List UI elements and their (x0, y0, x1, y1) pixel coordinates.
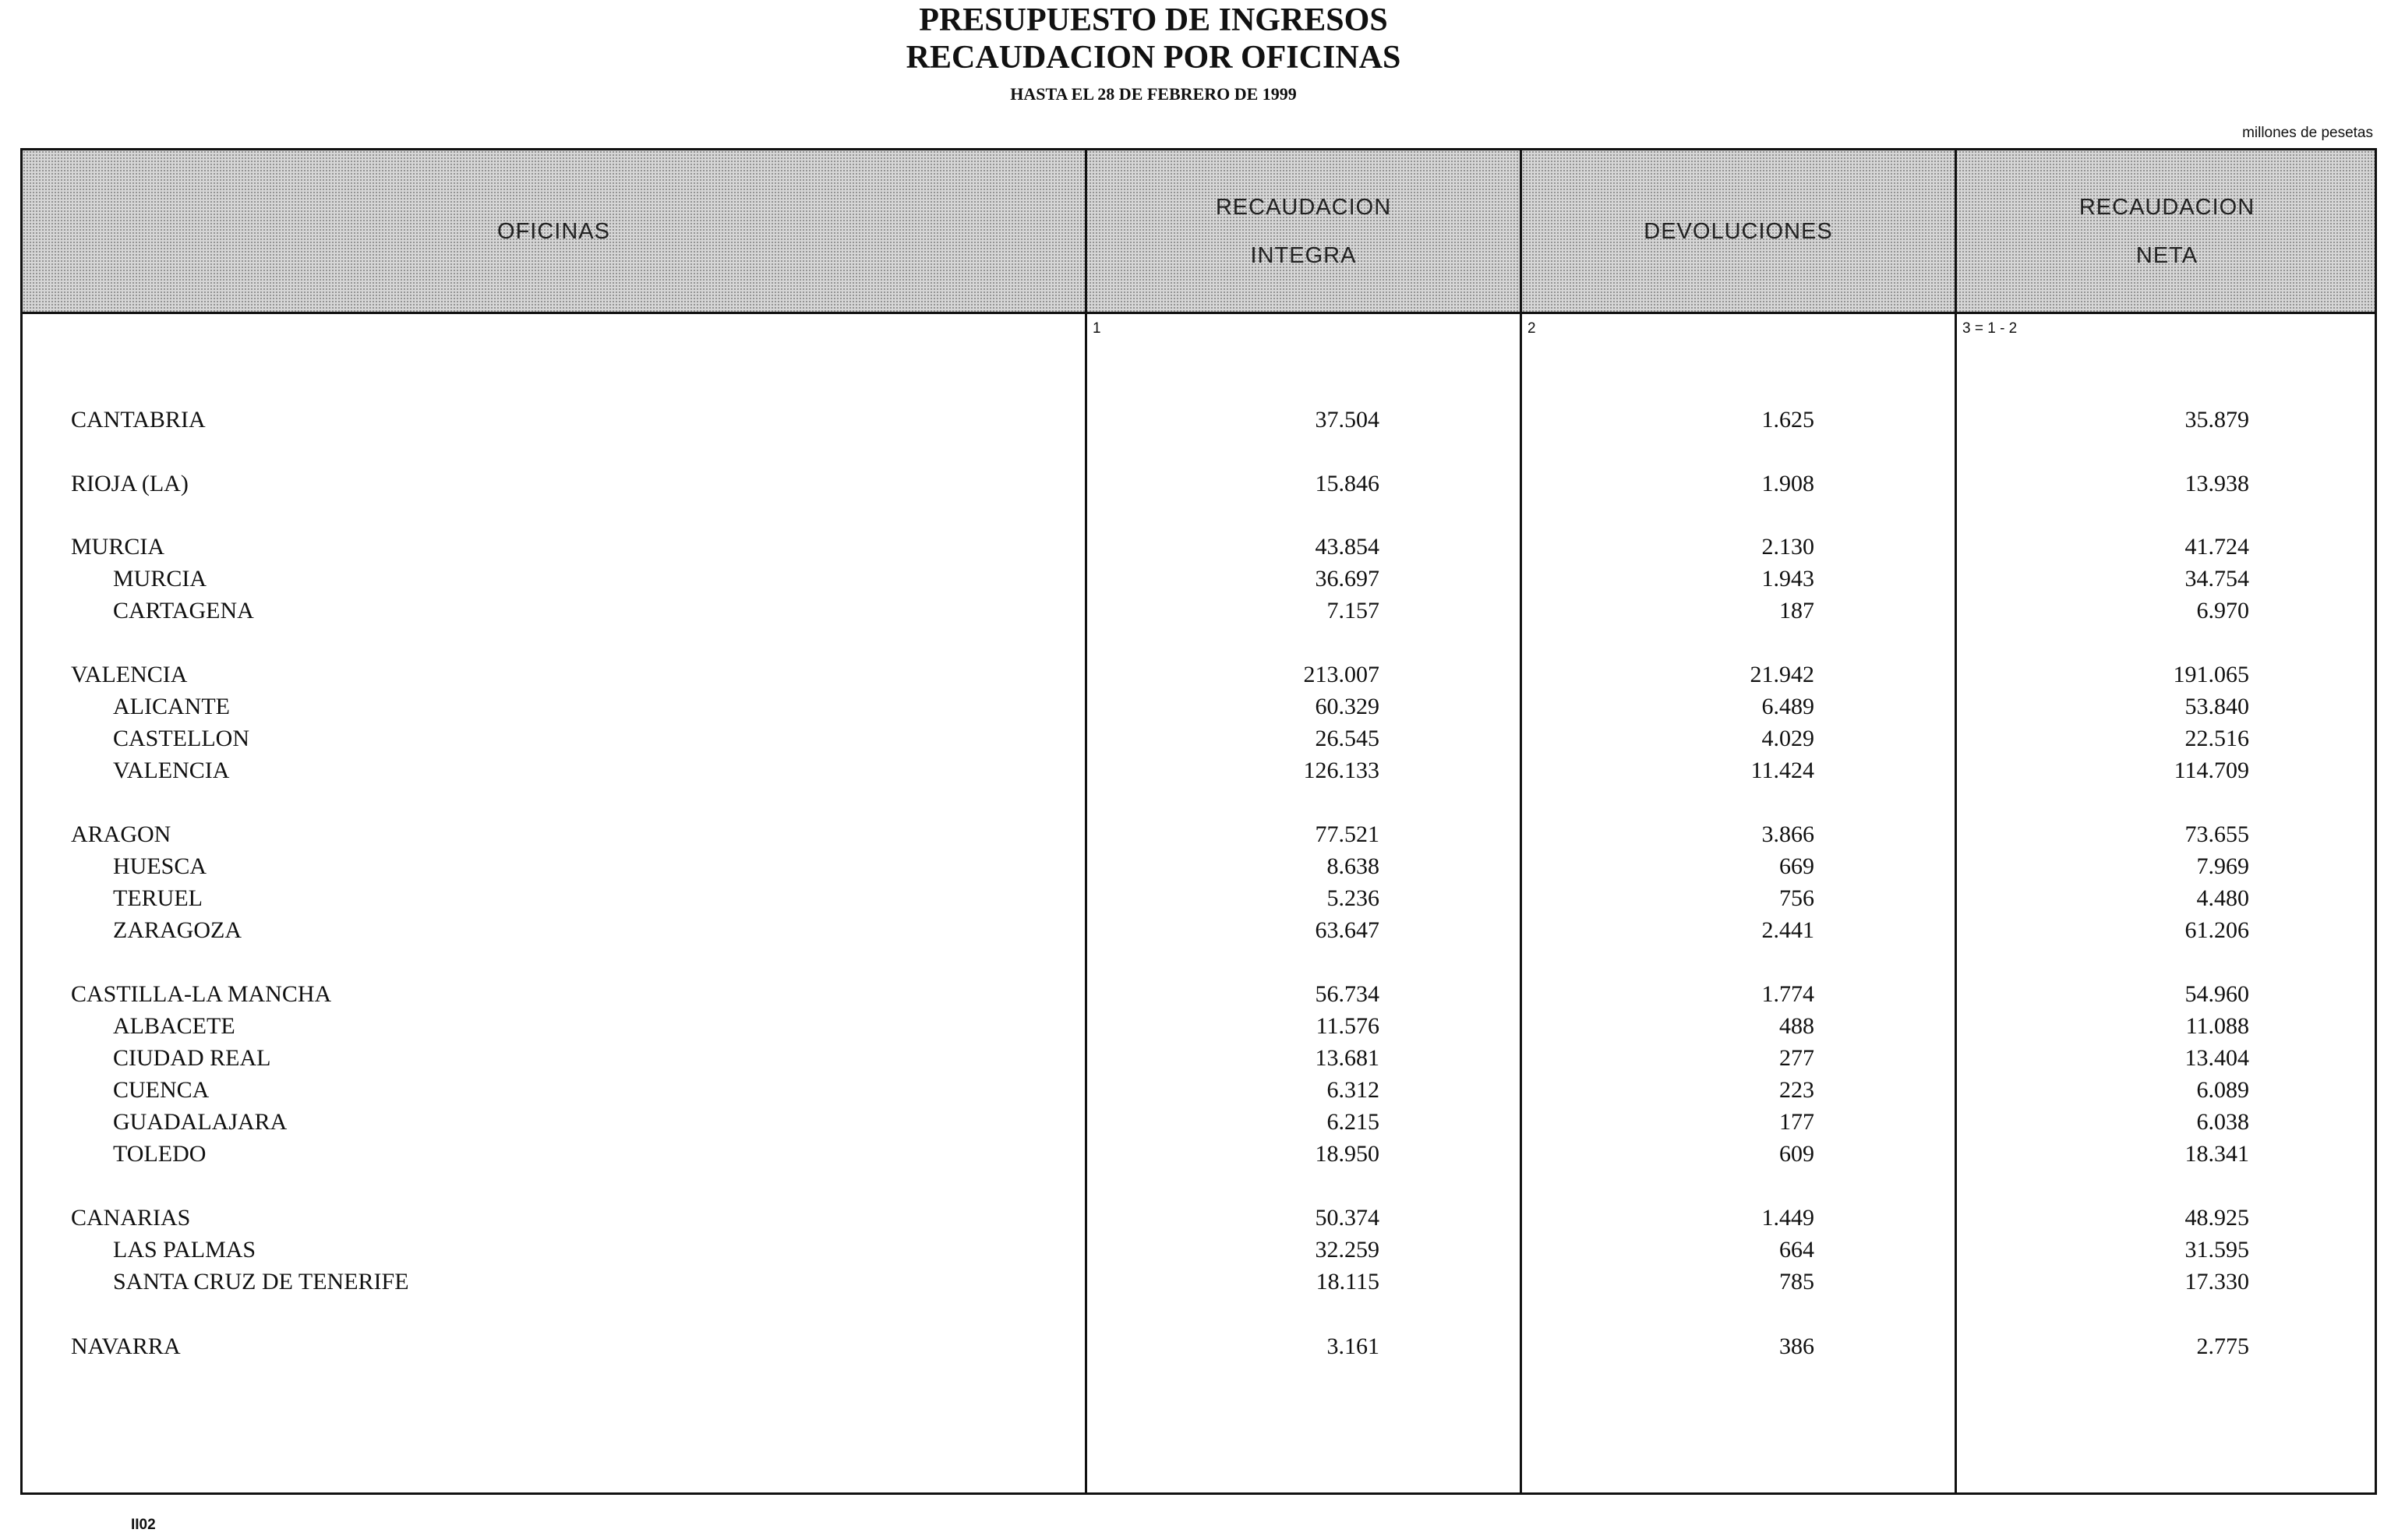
recaudacion-neta-value: 22.516 (2184, 726, 2249, 751)
office-name: SANTA CRUZ DE TENERIFE (113, 1269, 409, 1295)
table-row (23, 1203, 2375, 1234)
table-row (23, 915, 2375, 946)
table-row (23, 851, 2375, 882)
devoluciones-value: 2.441 (1761, 917, 1814, 943)
office-name: RIOJA (LA) (71, 471, 189, 496)
recaudacion-integra-value: 32.259 (1315, 1237, 1379, 1263)
header-recaudacion-integra: RECAUDACION INTEGRA (1215, 194, 1392, 268)
devoluciones-value: 664 (1779, 1237, 1814, 1263)
date-line: HASTA EL 28 DE FEBRERO DE 1999 (1010, 84, 1297, 104)
devoluciones-value: 277 (1779, 1045, 1814, 1071)
recaudacion-neta-value: 6.038 (2196, 1109, 2249, 1135)
recaudacion-neta-value: 2.775 (2196, 1333, 2249, 1359)
table-row (23, 563, 2375, 595)
recaudacion-integra-value: 77.521 (1315, 821, 1379, 847)
devoluciones-value: 6.489 (1761, 694, 1814, 719)
office-name: ALBACETE (113, 1013, 235, 1039)
devoluciones-value: 669 (1779, 853, 1814, 879)
devoluciones-value: 187 (1779, 598, 1814, 623)
recaudacion-neta-value: 13.404 (2184, 1045, 2249, 1071)
devoluciones-value: 1.449 (1761, 1205, 1814, 1231)
header-devoluciones: DEVOLUCIONES (1644, 218, 1833, 244)
devoluciones-value: 21.942 (1750, 662, 1814, 687)
recaudacion-neta-value: 191.065 (2173, 662, 2249, 687)
office-name: MURCIA (71, 534, 165, 560)
office-name: CASTILLA-LA MANCHA (71, 981, 332, 1007)
recaudacion-integra-value: 26.545 (1315, 726, 1379, 751)
recaudacion-integra-value: 6.312 (1326, 1077, 1379, 1103)
recaudacion-neta-value: 6.089 (2196, 1077, 2249, 1103)
office-name: CANTABRIA (71, 407, 206, 433)
header-recaudacion-neta: RECAUDACION NETA (2078, 194, 2255, 268)
devoluciones-value: 1.625 (1761, 407, 1814, 433)
table-row (23, 723, 2375, 754)
table-row (23, 1331, 2375, 1362)
revenue-table (20, 148, 2377, 1495)
recaudacion-neta-value: 7.969 (2196, 853, 2249, 879)
page-code: II02 (131, 1517, 156, 1533)
recaudacion-neta-value: 53.840 (2184, 694, 2249, 719)
office-name: CUENCA (113, 1077, 210, 1103)
recaudacion-integra-value: 43.854 (1315, 534, 1379, 560)
recaudacion-neta-value: 13.938 (2184, 471, 2249, 496)
table-row (23, 595, 2375, 627)
office-name: VALENCIA (113, 758, 230, 783)
recaudacion-neta-value: 48.925 (2184, 1205, 2249, 1231)
recaudacion-integra-value: 13.681 (1315, 1045, 1379, 1071)
devoluciones-value: 2.130 (1761, 534, 1814, 560)
office-name: GUADALAJARA (113, 1109, 288, 1135)
office-name: CIUDAD REAL (113, 1045, 271, 1071)
column-number: 2 (1527, 320, 1536, 337)
recaudacion-neta-value: 18.341 (2184, 1141, 2249, 1167)
recaudacion-neta-value: 114.709 (2174, 758, 2249, 783)
recaudacion-integra-value: 11.576 (1316, 1013, 1379, 1039)
units-label: millones de pesetas (2242, 125, 2373, 141)
recaudacion-neta-value: 34.754 (2184, 566, 2249, 592)
devoluciones-value: 223 (1779, 1077, 1814, 1103)
recaudacion-integra-value: 18.950 (1315, 1141, 1379, 1167)
recaudacion-integra-value: 5.236 (1326, 885, 1379, 911)
table-row (23, 1011, 2375, 1042)
table-row (23, 404, 2375, 436)
header-oficinas: OFICINAS (497, 218, 610, 244)
recaudacion-neta-value: 54.960 (2184, 981, 2249, 1007)
table-row (23, 755, 2375, 786)
office-name: LAS PALMAS (113, 1237, 256, 1263)
table-row (23, 1266, 2375, 1298)
devoluciones-value: 609 (1779, 1141, 1814, 1167)
table-row (23, 1075, 2375, 1106)
page-subtitle: RECAUDACION POR OFICINAS (906, 40, 1401, 76)
office-name: ZARAGOZA (113, 917, 242, 943)
recaudacion-integra-value: 56.734 (1315, 981, 1379, 1007)
recaudacion-integra-value: 3.161 (1326, 1333, 1379, 1359)
table-row (23, 468, 2375, 500)
recaudacion-integra-value: 60.329 (1315, 694, 1379, 719)
table-row (23, 1107, 2375, 1138)
table-header (23, 150, 2375, 314)
recaudacion-integra-value: 126.133 (1303, 758, 1379, 783)
recaudacion-integra-value: 15.846 (1315, 471, 1379, 496)
recaudacion-neta-value: 17.330 (2184, 1269, 2249, 1295)
table-row (23, 1139, 2375, 1170)
office-name: MURCIA (113, 566, 207, 592)
office-name: TOLEDO (113, 1141, 207, 1167)
page-title: PRESUPUESTO DE INGRESOS (919, 2, 1388, 38)
recaudacion-neta-value: 4.480 (2196, 885, 2249, 911)
office-name: CARTAGENA (113, 598, 254, 623)
recaudacion-integra-value: 7.157 (1326, 598, 1379, 623)
office-name: ARAGON (71, 821, 171, 847)
devoluciones-value: 177 (1779, 1109, 1814, 1135)
devoluciones-value: 1.943 (1761, 566, 1814, 592)
devoluciones-value: 386 (1779, 1333, 1814, 1359)
recaudacion-neta-value: 61.206 (2184, 917, 2249, 943)
office-name: HUESCA (113, 853, 207, 879)
recaudacion-neta-value: 73.655 (2184, 821, 2249, 847)
recaudacion-neta-value: 41.724 (2184, 534, 2249, 560)
devoluciones-value: 756 (1779, 885, 1814, 911)
office-name: CANARIAS (71, 1205, 191, 1231)
table-row (23, 883, 2375, 914)
office-name: VALENCIA (71, 662, 188, 687)
recaudacion-integra-value: 63.647 (1315, 917, 1379, 943)
table-row (23, 659, 2375, 691)
table-row (23, 691, 2375, 722)
recaudacion-integra-value: 37.504 (1315, 407, 1379, 433)
devoluciones-value: 1.908 (1761, 471, 1814, 496)
devoluciones-value: 785 (1779, 1269, 1814, 1295)
table-row (23, 532, 2375, 563)
devoluciones-value: 11.424 (1750, 758, 1814, 783)
recaudacion-integra-value: 18.115 (1316, 1269, 1379, 1295)
recaudacion-integra-value: 213.007 (1303, 662, 1379, 687)
table-row (23, 1043, 2375, 1074)
office-name: TERUEL (113, 885, 203, 911)
recaudacion-neta-value: 11.088 (2185, 1013, 2249, 1039)
recaudacion-integra-value: 6.215 (1326, 1109, 1379, 1135)
recaudacion-integra-value: 36.697 (1315, 566, 1379, 592)
recaudacion-integra-value: 50.374 (1315, 1205, 1379, 1231)
column-number: 1 (1093, 320, 1101, 337)
column-number: 3 = 1 - 2 (1962, 320, 2018, 337)
devoluciones-value: 1.774 (1761, 981, 1814, 1007)
office-name: CASTELLON (113, 726, 249, 751)
recaudacion-integra-value: 8.638 (1326, 853, 1379, 879)
table-row (23, 979, 2375, 1010)
devoluciones-value: 488 (1779, 1013, 1814, 1039)
recaudacion-neta-value: 6.970 (2196, 598, 2249, 623)
devoluciones-value: 4.029 (1761, 726, 1814, 751)
table-row (23, 1234, 2375, 1266)
office-name: NAVARRA (71, 1333, 181, 1359)
table-row (23, 819, 2375, 850)
recaudacion-neta-value: 35.879 (2184, 407, 2249, 433)
recaudacion-neta-value: 31.595 (2184, 1237, 2249, 1263)
devoluciones-value: 3.866 (1761, 821, 1814, 847)
office-name: ALICANTE (113, 694, 230, 719)
